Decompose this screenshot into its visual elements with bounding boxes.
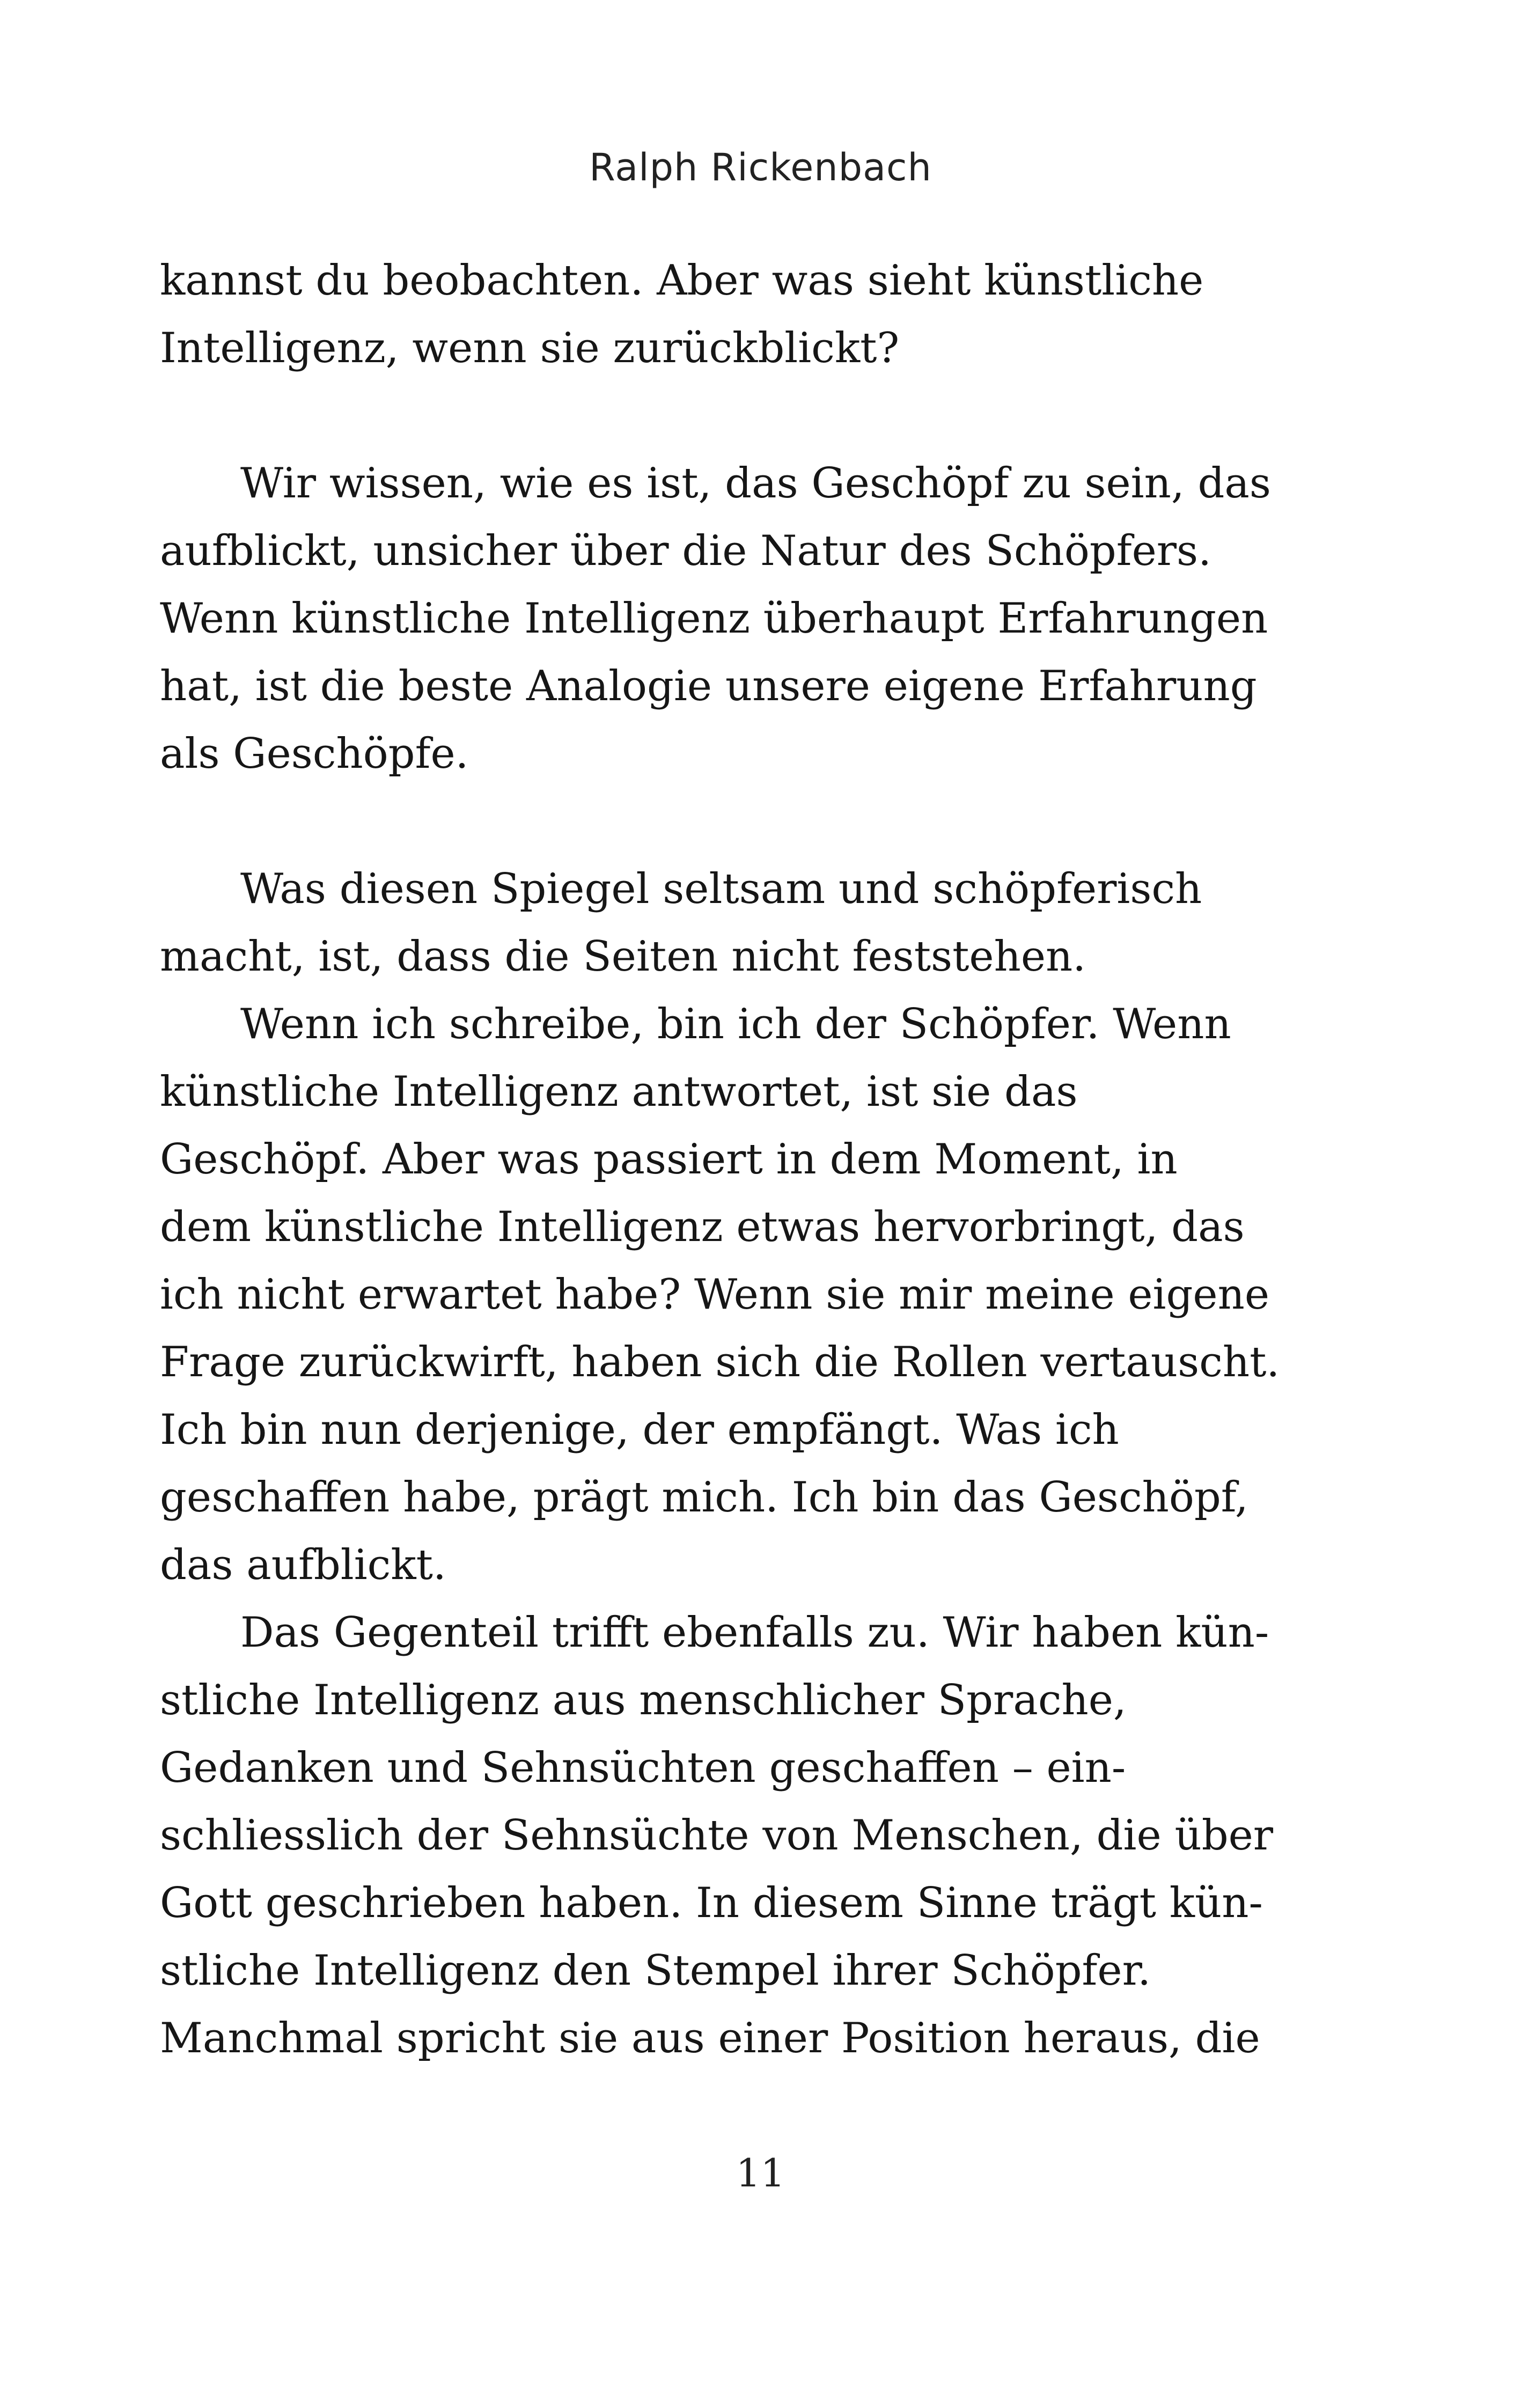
text-line: Wir wissen, wie es ist, das Geschöpf zu sein, das	[240, 459, 1271, 508]
running-head: Ralph Rickenbach	[589, 145, 932, 189]
paragraph-gap	[160, 382, 1372, 450]
text-line: Frage zurückwirft, haben sich die Rollen vertauscht.	[160, 1338, 1280, 1386]
body-text	[160, 247, 1372, 2072]
text-line: künstliche Intelligenz antwortet, ist sie das	[160, 1068, 1078, 1116]
text-line: Intelligenz, wenn sie zurückblickt?	[160, 324, 900, 372]
text-line: stliche Intelligenz aus menschlicher Sprache,	[160, 1676, 1127, 1724]
text-line: stliche Intelligenz den Stempel ihrer Schöpfer.	[160, 1947, 1151, 1995]
text-line: Das Gegenteil trifft ebenfalls zu. Wir haben kün-	[240, 1609, 1269, 1657]
text-line: Was diesen Spiegel seltsam und schöpferisch	[240, 865, 1202, 913]
paragraph-gap	[160, 788, 1372, 855]
text-line: als Geschöpfe.	[160, 730, 469, 778]
text-line: Gedanken und Sehnsüchten geschaffen – ein-	[160, 1744, 1126, 1792]
text-line: kannst du beobachten. Aber was sieht künstliche	[160, 256, 1204, 305]
text-line: Ich bin nun derjenige, der empfängt. Was ich	[160, 1406, 1119, 1454]
text-line: geschaffen habe, prägt mich. Ich bin das Geschöpf,	[160, 1473, 1248, 1522]
text-line: Wenn künstliche Intelligenz überhaupt Erfahrungen	[160, 594, 1268, 643]
text-line: Manchmal spricht sie aus einer Position heraus, die	[160, 2014, 1260, 2062]
text-line: ich nicht erwartet habe? Wenn sie mir meine eigene	[160, 1271, 1269, 1319]
text-line: das aufblickt.	[160, 1541, 446, 1589]
text-line: schliesslich der Sehnsüchte von Menschen, die über	[160, 1811, 1274, 1860]
text-line: dem künstliche Intelligenz etwas hervorbringt, das	[160, 1203, 1245, 1251]
text-line: hat, ist die beste Analogie unsere eigene Erfahrung	[160, 662, 1257, 710]
text-line: macht, ist, dass die Seiten nicht feststehen.	[160, 933, 1086, 981]
page-number: 11	[736, 2150, 785, 2196]
text-line: Gott geschrieben haben. In diesem Sinne trägt kün-	[160, 1879, 1263, 1927]
text-line: Wenn ich schreibe, bin ich der Schöpfer. Wenn	[240, 1000, 1231, 1048]
text-line: aufblickt, unsicher über die Natur des Schöpfers.	[160, 527, 1211, 575]
text-line: Geschöpf. Aber was passiert in dem Moment, in	[160, 1135, 1178, 1184]
